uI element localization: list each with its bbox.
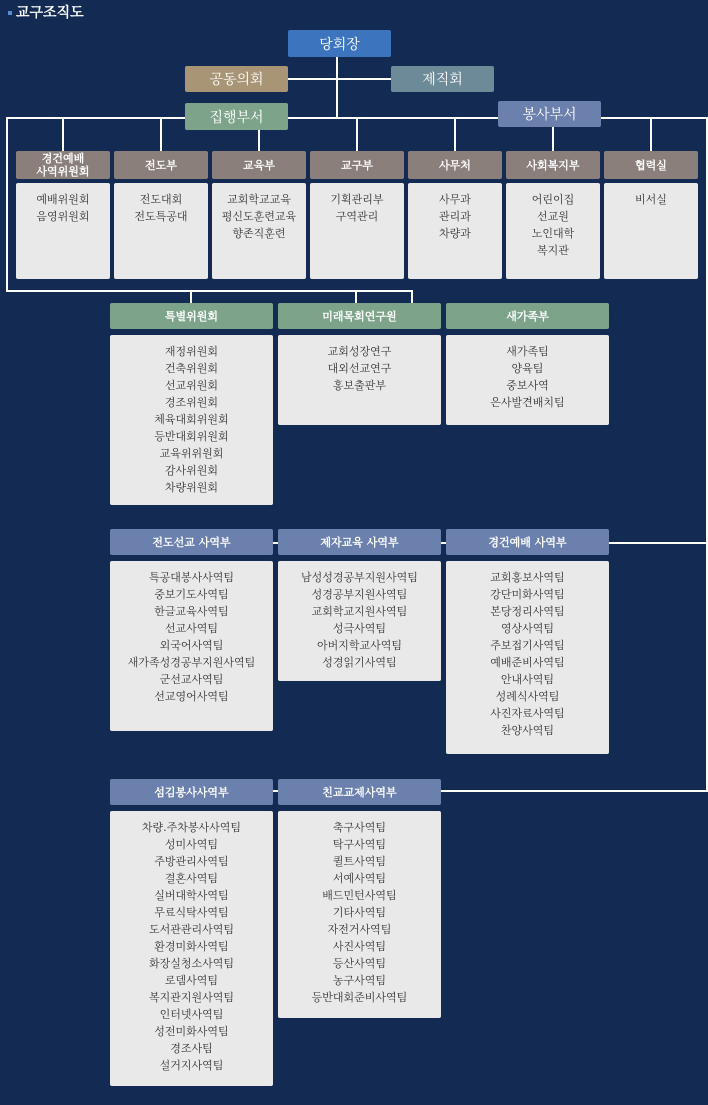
list-item: 전도특공대 (134, 210, 188, 223)
page-title: 교구조직도 (8, 4, 84, 22)
list-item: 은사발견배치팀 (490, 396, 565, 409)
list-item: 남성성경공부지원사역팀 (301, 571, 418, 584)
committee-header: 미래목회연구원 (278, 303, 441, 329)
list-item: 교육위위원회 (159, 447, 224, 460)
list-item: 인터넷사역팀 (159, 1008, 224, 1021)
list-item: 양육팀 (511, 362, 544, 375)
list-item: 군선교사역팀 (159, 673, 224, 686)
list-item: 찬양사역팀 (500, 724, 555, 737)
list-item: 환경미화사역팀 (154, 940, 229, 953)
list-item: 로뎀사역팀 (164, 974, 219, 987)
list-item: 농구사역팀 (332, 974, 387, 987)
committee-header: 특별위원회 (110, 303, 273, 329)
ministry-box (278, 811, 441, 1018)
dept-header: 교구부 (310, 151, 404, 179)
ministry-box (278, 561, 441, 681)
list-item: 복지관 (537, 244, 569, 257)
list-item: 사진사역팀 (332, 940, 387, 953)
chairman-node: 당회장 (288, 30, 391, 57)
list-item: 기타사역팀 (332, 906, 387, 919)
list-item: 비서실 (635, 193, 667, 206)
ministry-header: 경건예배 사역부 (446, 529, 609, 555)
list-item: 선교원 (537, 210, 569, 223)
list-item: 복지관지원사역팀 (148, 991, 234, 1004)
list-item: 경조사팀 (170, 1042, 213, 1055)
list-item: 경조위원회 (164, 396, 219, 409)
list-item: 서예사역팀 (332, 872, 387, 885)
ministry-box (446, 561, 609, 754)
dept-header: 사무처 (408, 151, 502, 179)
list-item: 성전미화사역팀 (154, 1025, 229, 1038)
list-item: 새가족성경공부지원사역팀 (127, 656, 256, 669)
ministry-header: 전도선교 사역부 (110, 529, 273, 555)
dept-box (310, 183, 404, 279)
list-item: 아버지학교사역팀 (316, 639, 402, 652)
list-item: 음영위원회 (36, 210, 90, 223)
list-item: 교회학교지원사역팀 (311, 605, 408, 618)
list-item: 중보기도사역팀 (154, 588, 229, 601)
list-item: 주보접기사역팀 (490, 639, 565, 652)
list-item: 기획관리부 (330, 193, 384, 206)
ministry-header: 친교교제사역부 (278, 779, 441, 805)
committee-header: 새가족부 (446, 303, 609, 329)
dept-box (604, 183, 698, 279)
list-item: 대외선교연구 (327, 362, 392, 375)
list-item: 탁구사역팀 (332, 838, 387, 851)
list-item: 어린이집 (531, 193, 575, 206)
list-item: 교회홍보사역팀 (490, 571, 565, 584)
list-item: 차량.주차봉사사역팀 (141, 821, 242, 834)
dept-box (114, 183, 208, 279)
list-item: 영상사역팀 (500, 622, 555, 635)
list-item: 차량과 (439, 227, 471, 240)
committee-box (110, 335, 273, 505)
committee-box (446, 335, 609, 425)
exec-dept-node: 집행부서 (185, 103, 288, 130)
list-item: 선교영어사역팀 (154, 690, 229, 703)
bullet-icon (8, 11, 12, 15)
list-item: 등반대회위원회 (154, 430, 229, 443)
list-item: 구역관리 (335, 210, 379, 223)
list-item: 외국어사역팀 (159, 639, 224, 652)
list-item: 결혼사역팀 (164, 872, 219, 885)
list-item: 감사위원회 (164, 464, 219, 477)
list-item: 새가족팀 (506, 345, 549, 358)
dept-header: 경건예배 사역위원회 (16, 151, 110, 179)
list-item: 예배위원회 (36, 193, 90, 206)
list-item: 무료식탁사역팀 (154, 906, 229, 919)
list-item: 등산사역팀 (332, 957, 387, 970)
list-item: 노인대학 (531, 227, 575, 240)
list-item: 배드민턴사역팀 (322, 889, 397, 902)
list-item: 성경공부지원사역팀 (311, 588, 408, 601)
list-item: 전도대회 (139, 193, 183, 206)
list-item: 퀼트사역팀 (332, 855, 387, 868)
list-item: 중보사역 (506, 379, 549, 392)
list-item: 선교사역팀 (164, 622, 219, 635)
list-item: 선교위원회 (164, 379, 219, 392)
list-item: 사무과 (439, 193, 471, 206)
dept-box (506, 183, 600, 279)
list-item: 특공대봉사사역팀 (148, 571, 234, 584)
deacons-node: 제직회 (391, 66, 494, 92)
list-item: 성미사역팀 (164, 838, 219, 851)
dept-header: 전도부 (114, 151, 208, 179)
list-item: 안내사역팀 (500, 673, 555, 686)
dept-header: 협력실 (604, 151, 698, 179)
list-item: 건축위원회 (164, 362, 219, 375)
list-item: 예배준비사역팀 (490, 656, 565, 669)
list-item: 자전거사역팀 (327, 923, 392, 936)
list-item: 주방관리사역팀 (154, 855, 229, 868)
list-item: 홍보출판부 (332, 379, 387, 392)
ministry-header: 제자교육 사역부 (278, 529, 441, 555)
list-item: 한글교육사역팀 (154, 605, 229, 618)
list-item: 성극사역팀 (332, 622, 387, 635)
list-item: 등반대회준비사역팀 (311, 991, 408, 1004)
list-item: 체육대회위원회 (154, 413, 229, 426)
joint-assembly-node: 공동의회 (185, 66, 288, 92)
list-item: 향존직훈련 (232, 227, 286, 240)
service-dept-node: 봉사부서 (498, 101, 601, 127)
committee-box (278, 335, 441, 425)
ministry-header: 섬김봉사사역부 (110, 779, 273, 805)
list-item: 성례식사역팀 (495, 690, 560, 703)
list-item: 도서관관리사역팀 (148, 923, 234, 936)
ministry-box (110, 561, 273, 731)
list-item: 강단미화사역팀 (490, 588, 565, 601)
list-item: 관리과 (439, 210, 471, 223)
ministry-box (110, 811, 273, 1086)
list-item: 본당정리사역팀 (490, 605, 565, 618)
list-item: 화장실청소사역팀 (148, 957, 234, 970)
list-item: 평신도훈련교육 (221, 210, 297, 223)
list-item: 교회성장연구 (327, 345, 392, 358)
dept-box (16, 183, 110, 279)
list-item: 성경읽기사역팀 (322, 656, 397, 669)
list-item: 실버대학사역팀 (154, 889, 229, 902)
list-item: 축구사역팀 (332, 821, 387, 834)
dept-header: 사회복지부 (506, 151, 600, 179)
list-item: 교회학교교육 (227, 193, 291, 206)
list-item: 사진자료사역팀 (490, 707, 565, 720)
list-item: 재정위원회 (164, 345, 219, 358)
dept-box (212, 183, 306, 279)
list-item: 차량위원회 (164, 481, 219, 494)
dept-header: 교육부 (212, 151, 306, 179)
list-item: 설거지사역팀 (159, 1059, 224, 1072)
dept-box (408, 183, 502, 279)
